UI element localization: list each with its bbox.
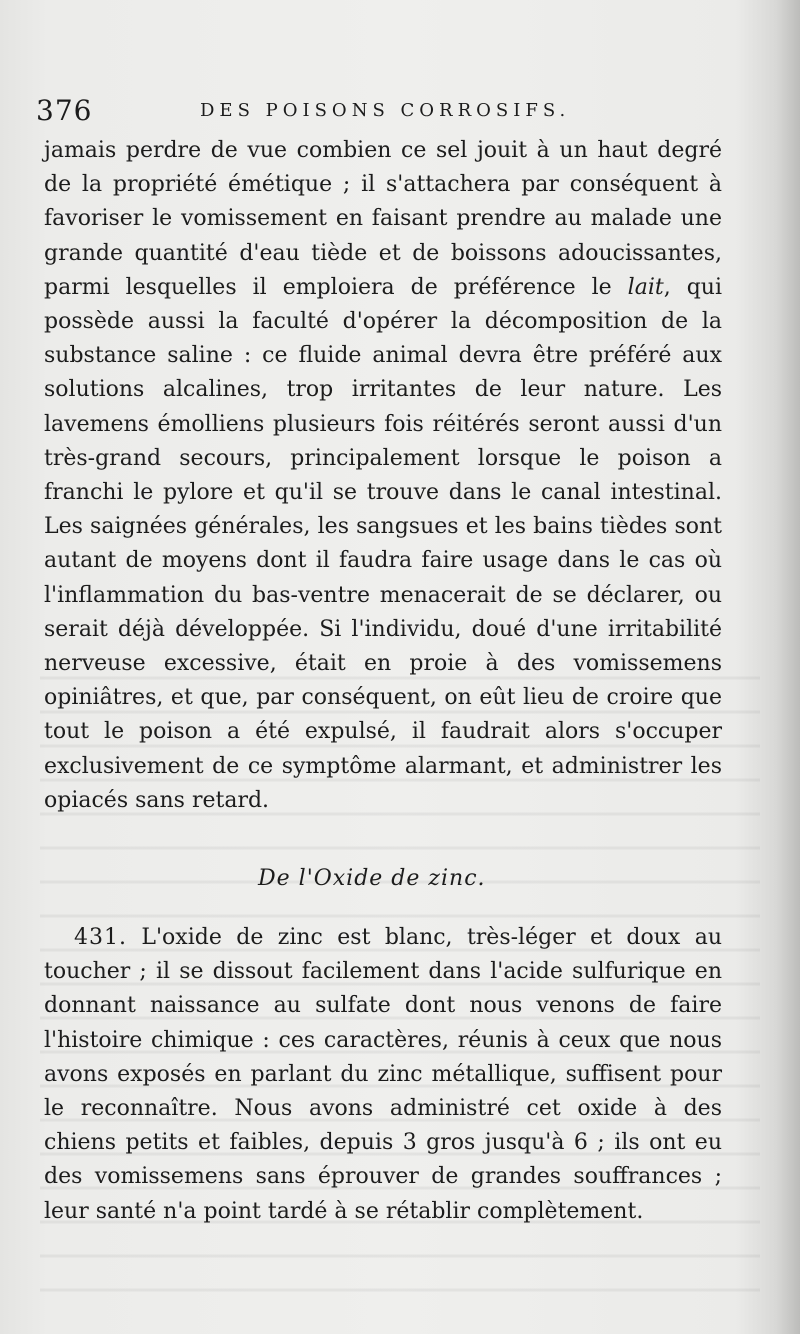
paragraph-zinc-oxide [44,921,722,1229]
page-number: 376 [36,94,93,127]
paragraph-text-part-2: , qui possède aussi la faculté d'opérer la décomposition de la substance saline : ce fluide animal devra être préféré aux solutions alcalines, trop irritantes de leur nature. Les lavemens émolliens plusieurs fois réitérés seront aussi d'un très-grand secours, principalement lorsque le poison a franchi le pylore et qu'il se trouve dans le canal intestinal. Les saignées générales, les sangsues et les bains tièdes sont autant de moyens dont il faudra faire usage dans le cas où l'inflammation du bas-ventre menacerait de se déclarer, ou serait déjà développée. Si l'individu, doué d'une irritabilité nerveuse excessive, était en proie à des vomissemens opiniâtres, et que, par conséquent, on eût lieu de croire que tout le poison a été expulsé, il faudrait alors s'occuper exclusivement de ce symptôme alarmant, et administrer les opiacés sans retard. [44,274,722,813]
running-head: DES POISONS CORROSIFS. [200,100,571,121]
section-title: De l'Oxide de zinc. [258,866,486,891]
paragraph-number: 431. [74,925,127,950]
page-header [36,94,746,130]
paragraph-text: L'oxide de zinc est blanc, très-léger et doux au toucher ; il se dissout facilement dans l'acide sulfurique en donnant naissance au sulfate dont nous venons de faire l'histoire chimique : ces caractères, réunis à ceux que nous avons exposés en parlant du zinc métallique, suffisent pour le reconnaître. Nous avons administré cet oxide à des chiens petits et faibles, depuis 3 gros jusqu'à 6 ; ils ont eu des vomissemens sans éprouver de grandes souffrances ; leur santé n'a point tardé à se rétablir complètement. [44,925,722,1224]
paragraph-text-part-1: jamais perdre de vue combien ce sel jouit à un haut degré de la propriété émétique ; il s'attachera par conséquent à favoriser le vomissement en faisant prendre au malade une grande quantité d'eau tiède et de boissons adoucissantes, parmi lesquelles il emploiera de préférence le [44,138,722,300]
paragraph-treatment [44,134,722,818]
emphasis-lait: lait [627,274,664,300]
